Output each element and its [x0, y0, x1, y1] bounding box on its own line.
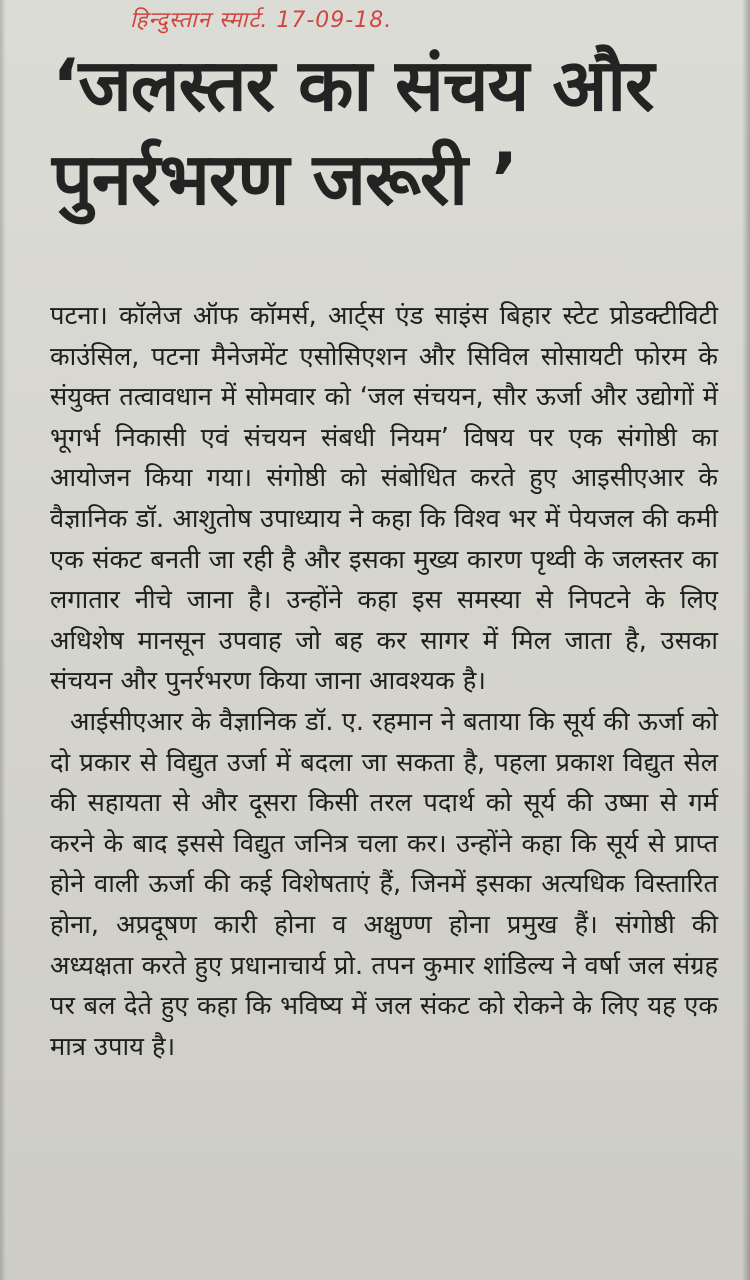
page-shadow-right [742, 0, 750, 1280]
article-paragraph: आईसीएआर के वैज्ञानिक डॉ. ए. रहमान ने बताया कि सूर्य की ऊर्जा को दो प्रकार से विद्युत उर्जा में बदला जा सकता है, पहला प्रकाश विद्युत सेल की सहायता से और दूसरा किसी तरल पदार्थ को सूर्य की उष्मा से गर्म करने के बाद इससे विद्युत जनित्र चला कर। उन्होंने कहा कि सूर्य से प्राप्त होने वाली ऊर्जा की कई विशेषताएं हैं, जिनमें इसका अत्यधिक विस्तारित होना, अप्रदूषण कारी होना व अक्षुण्ण होना प्रमुख हैं। संगोष्ठी की अध्यक्षता करते हुए प्रधानाचार्य प्रो. तपन कुमार शांडिल्य ने वर्षा जल संग्रह पर बल देते हुए कहा कि भविष्य में जल संकट को रोकने के लिए यह एक मात्र उपाय है। [50, 706, 718, 1062]
article-body [50, 296, 718, 1067]
handwritten-source-date-note: हिन्दुस्तान स्मार्ट. 17-09-18. [130, 8, 393, 33]
article-headline: ‘जलस्तर का संचय और पुनर्रभरण जरूरी ’ [52, 43, 654, 221]
page-shadow-left [0, 0, 6, 1280]
article-paragraph: पटना। कॉलेज ऑफ कॉमर्स, आर्ट्स एंड साइंस बिहार स्टेट प्रोडक्टीविटी काउंसिल, पटना मैनेजमेंट एसोसिएशन और सिविल सोसायटी फोरम के संयुक्त तत्वावधान में सोमवार को ‘जल संचयन, सौर ऊर्जा और उद्योगों में भूगर्भ निकासी एवं संचयन संबधी नियम’ विषय पर एक संगोष्ठी का आयोजन किया गया। संगोष्ठी को संबोधित करते हुए आइसीएआर के वैज्ञानिक डॉ. आशुतोष उपाध्याय ने कहा कि विश्व भर में पेयजल की कमी एक संकट बनती जा रही है और इसका मुख्य कारण पृथ्वी के जलस्तर का लगातार नीचे जाना है। उन्होंने कहा इस समस्या से निपटने के लिए अधिशेष मानसून उपवाह जो बह कर सागर में मिल जाता है, उसका संचयन और पुनर्रभरण किया जाना आवश्यक है। [50, 301, 718, 697]
